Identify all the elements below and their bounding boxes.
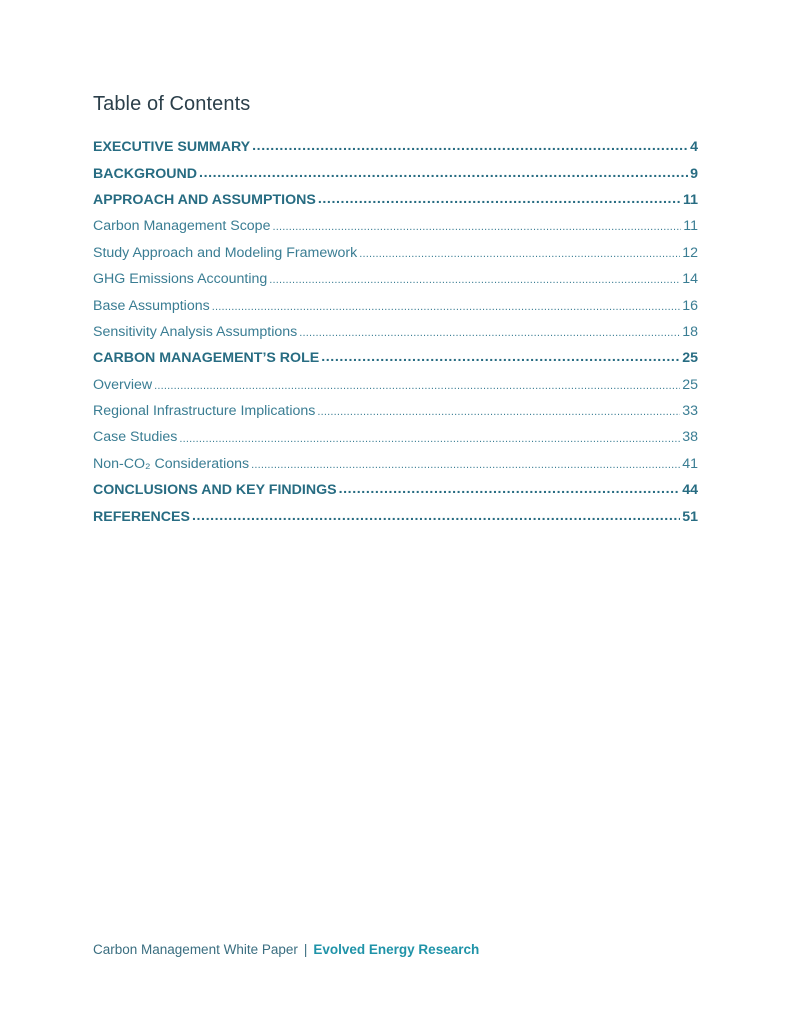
toc-dot-leader (252, 140, 688, 154)
toc-entry-case-studies[interactable] (93, 424, 698, 450)
toc-entry-page: 9 (690, 165, 698, 182)
toc-dot-leader (251, 457, 680, 471)
toc-dot-leader (269, 272, 680, 286)
toc-entry-carbon-managements-role[interactable] (93, 345, 698, 371)
toc-entry-page: 25 (682, 350, 698, 367)
toc-entry-sensitivity-analysis[interactable] (93, 319, 698, 345)
toc-dot-leader (339, 483, 681, 497)
toc-entry-title: Case Studies (93, 429, 178, 446)
toc-dot-leader (179, 430, 680, 444)
toc-entry-title: Overview (93, 376, 153, 393)
toc-entry-title: CARBON MANAGEMENT’S ROLE (93, 350, 320, 367)
toc-entry-overview[interactable] (93, 372, 698, 398)
toc-dot-leader (272, 219, 681, 233)
toc-entry-conclusions[interactable] (93, 477, 698, 503)
toc-entry-title: BACKGROUND (93, 165, 198, 182)
toc-entry-page: 44 (682, 482, 698, 499)
toc-entry-title: Carbon Management Scope (93, 218, 271, 235)
toc-entry-background[interactable] (93, 160, 698, 186)
toc-entry-page: 11 (683, 218, 698, 235)
toc-entry-executive-summary[interactable] (93, 134, 698, 160)
table-of-contents (93, 134, 698, 530)
toc-entry-carbon-management-scope[interactable] (93, 213, 698, 239)
toc-entry-title: Non-CO₂ Considerations (93, 455, 250, 472)
toc-entry-page: 51 (682, 508, 698, 525)
toc-dot-leader (317, 404, 680, 418)
toc-dot-leader (199, 166, 688, 180)
footer-doc-name: Carbon Management White Paper (93, 942, 298, 957)
toc-dot-leader (318, 193, 681, 207)
toc-entry-page: 11 (683, 191, 698, 208)
toc-dot-leader (192, 510, 680, 524)
toc-entry-base-assumptions[interactable] (93, 292, 698, 318)
toc-entry-page: 14 (682, 271, 698, 288)
toc-dot-leader (212, 298, 681, 312)
toc-entry-title: Base Assumptions (93, 297, 210, 314)
toc-dot-leader (154, 378, 680, 392)
toc-entry-title: Regional Infrastructure Implications (93, 403, 316, 420)
toc-entry-page: 18 (682, 323, 698, 340)
toc-entry-page: 33 (682, 403, 698, 420)
toc-entry-page: 4 (690, 139, 698, 156)
toc-entry-title: Sensitivity Analysis Assumptions (93, 323, 298, 340)
footer-organization: Evolved Energy Research (313, 942, 480, 957)
toc-entry-page: 16 (682, 297, 698, 314)
toc-entry-page: 41 (682, 455, 698, 472)
toc-entry-study-approach[interactable] (93, 240, 698, 266)
toc-entry-title: Study Approach and Modeling Framework (93, 244, 358, 261)
toc-entry-page: 38 (682, 429, 698, 446)
toc-entry-page: 25 (682, 376, 698, 393)
footer-separator: | (303, 942, 308, 957)
toc-entry-title: EXECUTIVE SUMMARY (93, 139, 251, 156)
toc-dot-leader (321, 351, 680, 365)
toc-entry-title: APPROACH AND ASSUMPTIONS (93, 191, 316, 208)
toc-entry-non-co2-considerations[interactable] (93, 451, 698, 477)
toc-entry-title: REFERENCES (93, 508, 190, 525)
page-title: Table of Contents (93, 93, 251, 115)
toc-entry-title: GHG Emissions Accounting (93, 271, 268, 288)
toc-entry-approach-and-assumptions[interactable] (93, 187, 698, 213)
toc-dot-leader (299, 325, 680, 339)
toc-entry-references[interactable] (93, 503, 698, 529)
toc-entry-ghg-emissions-accounting[interactable] (93, 266, 698, 292)
toc-entry-regional-infrastructure[interactable] (93, 398, 698, 424)
toc-entry-page: 12 (682, 244, 698, 261)
toc-dot-leader (359, 246, 680, 260)
page-footer (93, 942, 479, 957)
toc-entry-title: CONCLUSIONS AND KEY FINDINGS (93, 482, 337, 499)
